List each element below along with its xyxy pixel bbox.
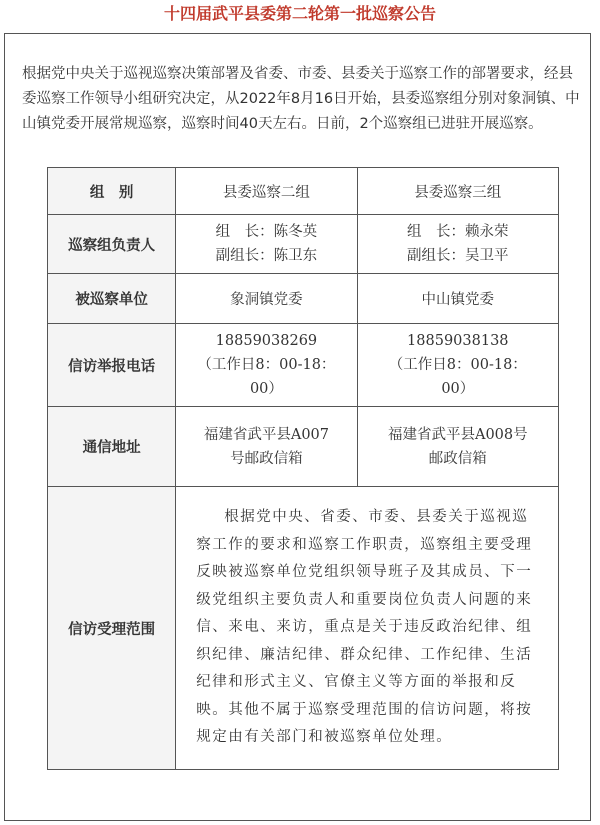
group-two-leader: 组 长：陈冬英 (215, 224, 318, 240)
group-two-unit: 象洞镇党委 (176, 274, 357, 324)
label-leaders: 巡察组负责人 (48, 215, 176, 274)
group-three-deputy: 副组长：吴卫平 (407, 248, 509, 264)
group-three-leader: 组 长：赖永荣 (407, 224, 509, 240)
group-three-address (357, 407, 558, 487)
group-two-name: 县委巡察二组 (176, 168, 357, 215)
label-address: 通信地址 (48, 407, 176, 487)
group-two-phone (176, 324, 357, 407)
group-two-phone-hours-end: 00） (249, 381, 283, 397)
group-two-phone-hours: （工作日8：00-18： (197, 357, 336, 373)
scope-description (176, 487, 559, 770)
group-two-address-line2: 号邮政信箱 (230, 450, 303, 467)
table-row-group (48, 168, 559, 215)
label-scope: 信访受理范围 (48, 487, 176, 770)
table-row-address (48, 407, 559, 487)
group-three-name: 县委巡察三组 (357, 168, 558, 215)
label-phone: 信访举报电话 (48, 324, 176, 407)
scope-text: 根据党中央、省委、市委、县委关于巡视巡察工作的要求和巡察工作职责，巡察组主要受理反映被巡察单位党组织领导班子及其成员、下一级党组织主要负责人和重要岗位负责人问题的来信、来电、来访，重点是关于违反政治纪律、组织纪律、廉洁纪律、群众纪律、工作纪律、生活纪律和形式主义、官僚主义等方面的举报和反映。其他不属于巡察受理范围的信访问题，将按规定由有关部门和被巡察单位处理。 (196, 509, 533, 746)
table-row-phone (48, 324, 559, 407)
label-group: 组 别 (48, 168, 176, 215)
group-three-phone-hours-end: 00） (441, 381, 475, 397)
table-row-leaders (48, 215, 559, 274)
group-two-address-line1: 福建省武平县A007 (203, 426, 329, 443)
table-row-scope (48, 487, 559, 770)
group-two-address (176, 407, 357, 487)
group-three-leaders (357, 215, 558, 274)
page-title: 十四届武平县委第二轮第一批巡察公告 (163, 4, 436, 23)
group-three-address-line2: 邮政信箱 (428, 450, 487, 467)
intro-paragraph: 根据党中央关于巡视巡察决策部署及省委、市委、县委关于巡察工作的部署要求，经县委巡察工作领导小组研究决定，从2022年8月16日开始，县委巡察组分别对象洞镇、中山镇党委开展常规巡察，巡察时间40天左右。日前，2个巡察组已进驻开展巡察。 (22, 66, 580, 132)
table-row-unit (48, 274, 559, 324)
group-three-phone-hours: （工作日8：00-18： (388, 357, 527, 373)
group-two-phone-number: 18859038269 (215, 333, 318, 349)
group-two-deputy: 副组长：陈卫东 (215, 248, 318, 264)
group-three-phone-number: 18859038138 (407, 333, 509, 349)
group-three-unit: 中山镇党委 (357, 274, 558, 324)
group-two-leaders (176, 215, 357, 274)
group-three-phone (357, 324, 558, 407)
group-three-address-line1: 福建省武平县A008号 (387, 426, 528, 443)
label-unit: 被巡察单位 (48, 274, 176, 324)
inspection-table (47, 167, 559, 770)
